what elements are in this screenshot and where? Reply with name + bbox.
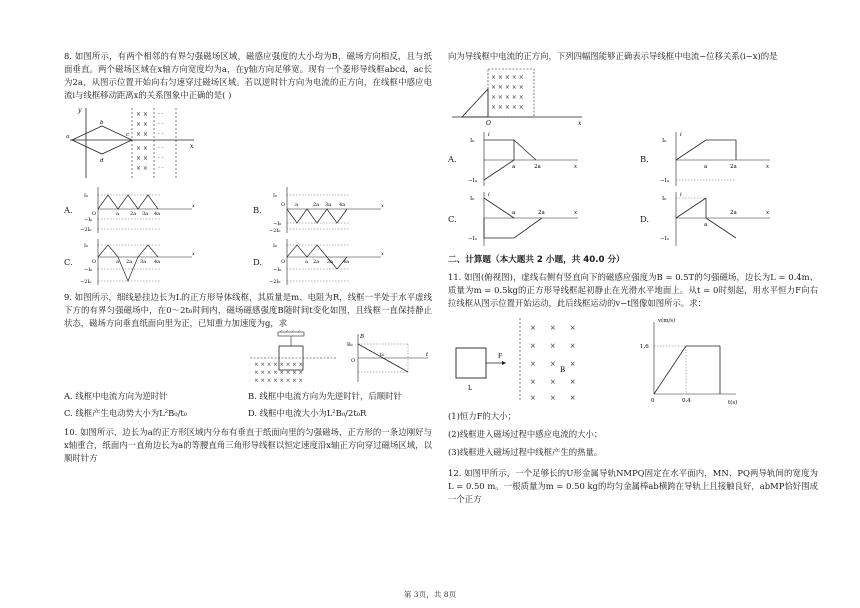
svg-text:c: c [126, 132, 130, 139]
q11-vt-graph [636, 314, 746, 406]
svg-text:x: x [578, 120, 582, 128]
svg-text:O: O [92, 259, 97, 266]
q11-figures [448, 314, 818, 406]
q10-option-a[interactable] [448, 130, 626, 188]
svg-text:I₀: I₀ [470, 138, 475, 145]
svg-text:O: O [351, 358, 356, 365]
q10-options [448, 130, 818, 248]
svg-text:O: O [281, 202, 286, 209]
q10-option-c-letter: C. [448, 213, 457, 224]
svg-text:2a: 2a [126, 259, 133, 266]
q9-option-c[interactable]: C. 线框产生电动势大小为L²B₀/t₀ [64, 408, 188, 419]
svg-text:i: i [488, 132, 490, 139]
svg-text:−2I₀: −2I₀ [80, 279, 92, 286]
q8-option-a-graph [80, 185, 200, 235]
q10-option-d[interactable] [640, 190, 818, 248]
svg-text:· ·: · · [158, 111, 164, 119]
svg-text:a: a [704, 164, 708, 171]
svg-text:a: a [66, 134, 70, 141]
question-12-text: 12. 如图甲所示，一个足够长的U形金属导轨NMPQ固定在水平面内，MN、PQ两导轨间的宽度为L = 0.50 m。一根质量为m = 0.50 kg的均匀金属棒ab横跨在导轨上且接触良好，abMP恰好围成一个正方 [448, 468, 818, 505]
q10-option-d-letter: D. [640, 213, 650, 224]
q10-option-b[interactable] [640, 130, 818, 188]
q8-option-d[interactable] [253, 237, 432, 287]
svg-text:× × ×: × × × [530, 394, 576, 403]
svg-text:× × ×: × × × [530, 360, 576, 369]
question-10-continued: 向为导线框中电流的正方向，下列四幅图能够正确表示导线框中电流−位移关系(i−x)的是 [448, 51, 778, 61]
svg-text:a: a [704, 222, 708, 229]
svg-text:t: t [426, 352, 429, 359]
svg-text:O: O [281, 259, 286, 266]
svg-text:3a: 3a [140, 259, 147, 266]
q11-sub-3: (3)线框进入磁场过程中线框产生的热量。 [448, 447, 603, 458]
svg-text:d: d [100, 158, 104, 165]
svg-text:× ×: × × [136, 121, 148, 129]
q8-option-d-letter: D. [253, 256, 263, 267]
question-11-text: 11. 如图(俯视图)，虚线右侧有竖直向下的磁感应强度为B = 0.5T的匀强磁场，边长为L = 0.4m、质量为m = 0.5kg的正方形导线框起初静止在光滑水平地面上。从t = 0时刻起，用水平恒力F向右拉线框从图示位置开始运动，此后线框运动的v−t图像如图所示。求： [448, 272, 818, 309]
q8-option-b-graph [269, 185, 389, 235]
svg-text:O: O [92, 211, 97, 218]
svg-text:3a: 3a [325, 202, 332, 209]
svg-text:× × × × ×: × × × × × [491, 104, 524, 112]
svg-text:I₀: I₀ [470, 196, 475, 203]
q11-subquestions [448, 410, 818, 459]
svg-text:−2I₀: −2I₀ [269, 228, 281, 235]
q8-option-c-letter: C. [64, 256, 73, 267]
svg-text:x: x [381, 251, 384, 258]
question-9 [64, 291, 432, 420]
svg-text:−I₀: −I₀ [84, 267, 93, 274]
svg-text:t₀: t₀ [380, 352, 385, 359]
question-12 [448, 467, 818, 506]
svg-text:× × × × ×: × × × × × [491, 74, 524, 82]
svg-text:x: x [192, 203, 195, 210]
q10-option-b-letter: B. [640, 153, 649, 164]
svg-text:B: B [560, 366, 566, 375]
q9-option-d[interactable]: D. 线框中电流大小为L²B₀/2t₀R [248, 408, 367, 419]
q8-fig-y: y [78, 107, 82, 115]
svg-text:2a: 2a [534, 164, 541, 171]
q10-option-d-graph [656, 190, 776, 248]
question-8 [64, 50, 432, 287]
svg-text:0: 0 [651, 398, 655, 405]
svg-text:· ·: · · [158, 155, 164, 163]
svg-text:2a: 2a [130, 211, 137, 218]
svg-text:x: x [574, 164, 578, 171]
svg-text:× ×: × × [136, 111, 148, 119]
q8-option-c-graph [80, 237, 200, 287]
svg-text:v(m/s): v(m/s) [658, 318, 676, 325]
svg-text:−2I₀: −2I₀ [80, 227, 92, 234]
right-column [448, 50, 818, 510]
svg-text:3a: 3a [142, 211, 149, 218]
q10-setup-figure [448, 65, 588, 127]
question-8-text: 8. 如图所示，有两个相邻的有界匀强磁场区域，磁感应强度的大小均为B，磁场方向相反，且与纸面垂直。两个磁场区域在x轴方向宽度均为a，在y轴方向足够宽。现有一个菱形导线框abcd，ac长为2a，从图示位置开始向右匀速穿过磁场区域。若以逆时针方向为电流的正方向，在线框中感应电流i与线框移动距离x的关系图象中正确的是( ) [64, 51, 432, 101]
svg-text:4a: 4a [339, 202, 346, 209]
q8-setup-figure [64, 104, 204, 182]
svg-text:x: x [192, 251, 195, 258]
svg-text:× × ×: × × × [530, 324, 576, 333]
question-11 [448, 271, 818, 459]
q8-options [64, 185, 432, 287]
svg-text:2a: 2a [538, 210, 545, 217]
svg-text:× × × × × × × ×: × × × × × × × × [254, 378, 304, 385]
svg-text:−I₀: −I₀ [468, 178, 477, 185]
svg-text:−2I₀: −2I₀ [269, 279, 281, 286]
svg-text:× ×: × × [136, 145, 148, 153]
svg-text:2a: 2a [313, 259, 320, 266]
q8-option-c[interactable] [64, 237, 243, 287]
svg-text:1.6: 1.6 [640, 344, 649, 351]
svg-text:t(s): t(s) [728, 400, 738, 407]
svg-text:× × × × × × × ×: × × × × × × × × [254, 370, 304, 377]
q8-option-b[interactable] [253, 185, 432, 235]
svg-text:2a: 2a [730, 164, 737, 171]
q9-options [64, 390, 432, 420]
svg-text:× ×: × × [136, 131, 148, 139]
svg-text:a: a [116, 211, 119, 218]
q11-sub-2: (2)线框进入磁场过程中感应电流的大小； [448, 429, 603, 440]
q8-fig-x: x [190, 143, 194, 151]
svg-text:I₀: I₀ [84, 193, 88, 200]
svg-text:× ×: × × [136, 155, 148, 163]
svg-text:−I₀: −I₀ [660, 236, 669, 243]
svg-text:F: F [498, 353, 503, 361]
svg-text:−I₀: −I₀ [84, 217, 93, 224]
svg-text:−I₀: −I₀ [273, 267, 282, 274]
svg-text:i: i [680, 132, 682, 139]
svg-text:O: O [486, 120, 491, 128]
svg-text:B₀: B₀ [347, 342, 353, 349]
svg-text:2a: 2a [730, 210, 737, 217]
question-10-text: 10. 如图所示，边长为a的正方形区域内分布有垂直于纸面向里的匀强磁场，正方形的一条边刚好与x轴重合，纸面内一直角边长为a的等腰直角三角形导线框以恒定速度沿x轴正方向穿过磁场区域，以顺时针方 [64, 427, 432, 464]
svg-text:x: x [766, 210, 770, 217]
svg-text:× × ×: × × × [530, 342, 576, 351]
svg-text:−I₀: −I₀ [273, 221, 282, 228]
svg-text:a: a [295, 202, 298, 209]
svg-text:I₀: I₀ [84, 243, 88, 250]
svg-text:L: L [468, 385, 472, 393]
q8-option-a-letter: A. [64, 204, 73, 215]
svg-text:b: b [100, 120, 104, 127]
svg-text:4a: 4a [154, 211, 161, 218]
svg-text:I₀: I₀ [662, 196, 667, 203]
q10-option-c-graph [464, 190, 584, 248]
svg-text:a: a [512, 164, 516, 171]
q8-option-d-graph [269, 237, 389, 287]
svg-text:· ·: · · [158, 145, 164, 153]
q10-option-b-graph [656, 130, 776, 188]
left-column [64, 50, 432, 469]
q9-option-a[interactable]: A. 线框中电流方向为逆时针 [64, 391, 168, 402]
question-10 [64, 426, 432, 465]
svg-text:−I₀: −I₀ [660, 178, 669, 185]
svg-text:4a: 4a [154, 259, 161, 266]
q10-option-c[interactable] [448, 190, 626, 248]
svg-text:I₀: I₀ [273, 193, 277, 200]
svg-text:x: x [574, 210, 578, 217]
q9-frame-figure [248, 330, 338, 386]
svg-text:· ·: · · [158, 131, 164, 139]
svg-text:B: B [360, 334, 365, 341]
q8-option-b-letter: B. [253, 204, 262, 215]
svg-text:× × × × ×: × × × × × [491, 84, 524, 92]
svg-text:× × × × × × × ×: × × × × × × × × [254, 362, 304, 369]
svg-text:a: a [116, 259, 119, 266]
svg-text:× × ×: × × × [530, 378, 576, 387]
q9-option-b[interactable]: B. 线框中电流方向为先逆时针，后顺时针 [248, 391, 402, 402]
svg-text:x: x [766, 164, 770, 171]
svg-text:x: x [381, 203, 384, 210]
section-title-calculation: 二、计算题（本大题共 2 小题，共 40.0 分） [448, 255, 625, 266]
svg-text:3a: 3a [327, 259, 334, 266]
svg-text:a: a [305, 259, 308, 266]
svg-text:4a: 4a [343, 259, 350, 266]
q8-option-a[interactable] [64, 185, 243, 235]
question-9-text: 9. 如图所示，细线悬挂边长为L的正方形导体线框，其质量是m、电阻为R，线框一半处于水平虚线下方的有界匀强磁场中，在0～2t₀时间内，磁场磁感强度B随时间t变化如图，且线框一直保持静止状态，磁场方向垂直纸面向里为正，已知重力加速度为g，求 [64, 292, 432, 329]
svg-text:I₀: I₀ [273, 243, 277, 250]
q10-option-a-graph [464, 130, 584, 188]
svg-text:i: i [488, 192, 490, 199]
svg-text:0.4: 0.4 [682, 398, 691, 405]
svg-text:· ·: · · [158, 165, 164, 173]
svg-text:· ·: · · [158, 121, 164, 129]
svg-text:a: a [512, 210, 516, 217]
q10-option-a-letter: A. [448, 153, 457, 164]
page-footer: 第 3页，共 8页 [403, 590, 457, 599]
svg-text:−I₀: −I₀ [468, 236, 477, 243]
q9-bt-graph [346, 330, 432, 386]
q11-sub-1: (1)恒力F的大小； [448, 411, 516, 422]
q11-setup-figure [448, 314, 628, 406]
svg-text:i: i [680, 192, 682, 199]
svg-text:× × × × ×: × × × × × [491, 94, 524, 102]
svg-text:2a: 2a [313, 202, 320, 209]
svg-text:× ×: × × [136, 165, 148, 173]
svg-text:I₀: I₀ [662, 138, 667, 145]
